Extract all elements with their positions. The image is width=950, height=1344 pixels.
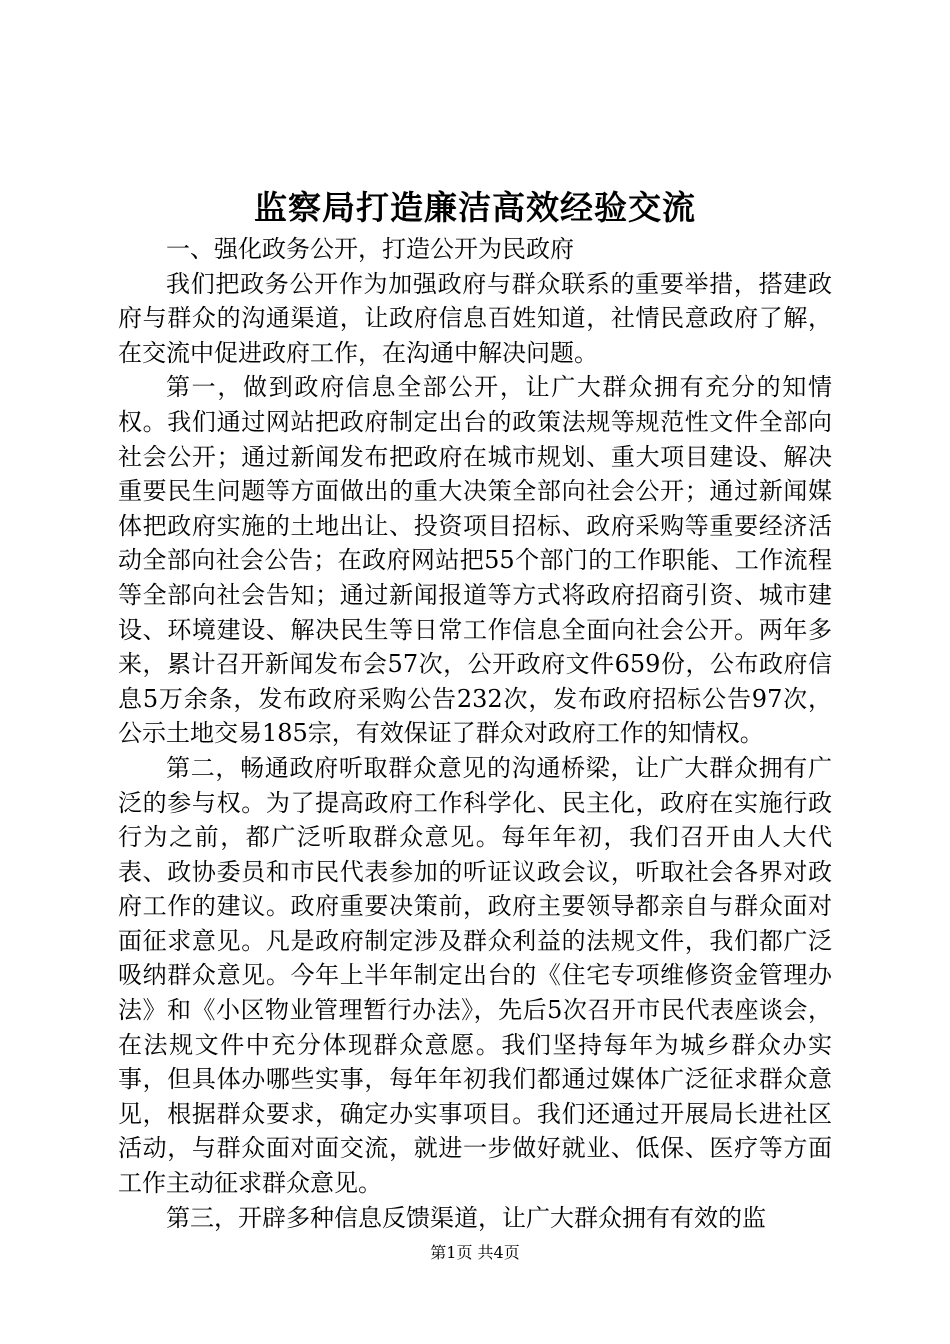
document-body xyxy=(118,232,832,1235)
paragraph-third: 第三，开辟多种信息反馈渠道，让广大群众拥有有效的监 xyxy=(166,1203,766,1232)
page-footer: 第1页 共4页 xyxy=(430,1243,520,1262)
paragraph-second: 第二，畅通政府听取群众意见的沟通桥梁，让广大群众拥有广泛的参与权。为了提高政府工作科学化、民主化，政府在实施行政行为之前，都广泛听取群众意见。每年年初，我们召开由人大代表、政协委员和市民代表参加的听证议政会议，听取社会各界对政府工作的建议。政府重要决策前，政府主要领导都亲自与群众面对面征求意见。凡是政府制定涉及群众利益的法规文件，我们都广泛吸纳群众意见。今年上半年制定出台的《住宅专项维修资金管理办法》和《小区物业管理暂行办法》，先后5次召开市民代表座谈会，在法规文件中充分体现群众意愿。我们坚持每年为城乡群众办实事，但具体办哪些实事，每年年初我们都通过媒体广泛征求群众意见，根据群众要求，确定办实事项目。我们还通过开展局长进社区活动，与群众面对面交流，就进一步做好就业、低保、医疗等方面工作主动征求群众意见。 xyxy=(118,753,832,1198)
section-heading: 一、强化政务公开，打造公开为民政府 xyxy=(166,235,574,263)
document-title: 监察局打造廉洁高效经验交流 xyxy=(254,188,696,227)
paragraph-intro: 我们把政务公开作为加强政府与群众联系的重要举措，搭建政府与群众的沟通渠道，让政府信息百姓知道，社情民意政府了解，在交流中促进政府工作，在沟通中解决问题。 xyxy=(118,269,832,367)
paragraph-first: 第一，做到政府信息全部公开，让广大群众拥有充分的知情权。我们通过网站把政府制定出台的政策法规等规范性文件全部向社会公开；通过新闻发布把政府在城市规划、重大项目建设、解决重要民生问题等方面做出的重大决策全部向社会公开；通过新闻媒体把政府实施的土地出让、投资项目招标、政府采购等重要经济活动全部向社会公告；在政府网站把55个部门的工作职能、工作流程等全部向社会告知；通过新闻报道等方式将政府招商引资、城市建设、环境建设、解决民生等日常工作信息全面向社会公开。两年多来，累计召开新闻发布会57次，公开政府文件659份，公布政府信息5万余条，发布政府采购公告232次，发布政府招标公告97次，公示土地交易185宗，有效保证了群众对政府工作的知情权。 xyxy=(118,373,832,748)
